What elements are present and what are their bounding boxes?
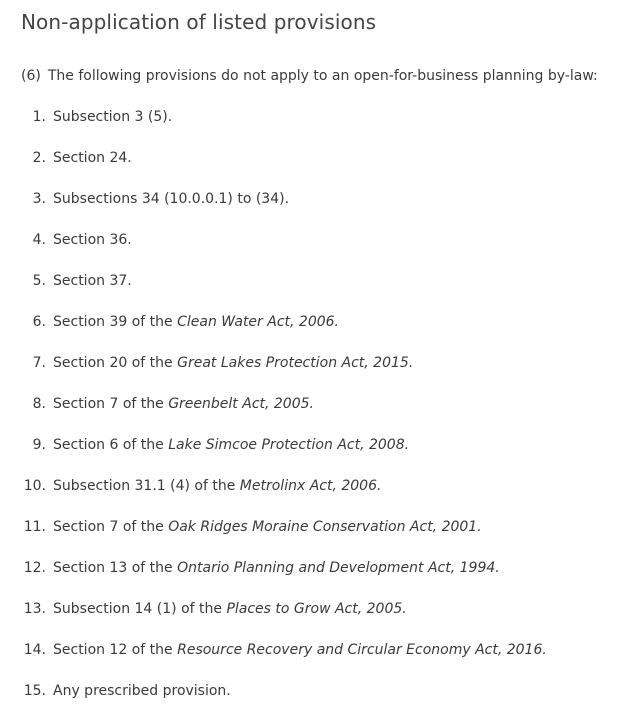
item-text: Section 20 of the Great Lakes Protection Act, 2015. bbox=[53, 355, 414, 371]
item-text: Subsection 3 (5). bbox=[53, 109, 173, 125]
item-text: Section 7 of the Oak Ridges Moraine Conservation Act, 2001. bbox=[53, 519, 482, 535]
item-text: Section 24. bbox=[53, 150, 132, 166]
item-number: 5. bbox=[32, 273, 46, 289]
item-number: 8. bbox=[32, 396, 46, 412]
item-text: Section 13 of the Ontario Planning and Development Act, 1994. bbox=[53, 560, 500, 576]
act-name: Clean Water Act, 2006. bbox=[177, 314, 339, 330]
item-text: Subsection 14 (1) of the Places to Grow Act, 2005. bbox=[53, 601, 407, 617]
item-text: Section 6 of the Lake Simcoe Protection Act, 2008. bbox=[53, 437, 410, 453]
item-number: 11. bbox=[23, 519, 46, 535]
item-text: Subsections 34 (10.0.0.1) to (34). bbox=[53, 191, 290, 207]
item-text: Section 37. bbox=[53, 273, 132, 289]
item-number: 2. bbox=[32, 150, 46, 166]
act-name: Oak Ridges Moraine Conservation Act, 2001. bbox=[168, 519, 482, 535]
item-number: 9. bbox=[32, 437, 46, 453]
act-name: Lake Simcoe Protection Act, 2008. bbox=[168, 437, 410, 453]
item-number: 14. bbox=[23, 642, 46, 658]
item-number: 13. bbox=[23, 601, 46, 617]
item-number: 3. bbox=[32, 191, 46, 207]
section-heading: Non-application of listed provisions bbox=[21, 10, 377, 34]
item-text: Section 7 of the Greenbelt Act, 2005. bbox=[53, 396, 314, 412]
act-name: Greenbelt Act, 2005. bbox=[168, 396, 314, 412]
item-number: 7. bbox=[32, 355, 46, 371]
item-text: Subsection 31.1 (4) of the Metrolinx Act, 2006. bbox=[53, 478, 382, 494]
item-text: Section 12 of the Resource Recovery and Circular Economy Act, 2016. bbox=[53, 642, 547, 658]
item-number: 10. bbox=[23, 478, 46, 494]
item-text: Any prescribed provision. bbox=[53, 683, 231, 699]
item-text: Section 39 of the Clean Water Act, 2006. bbox=[53, 314, 339, 330]
item-number: 4. bbox=[32, 232, 46, 248]
subsection-intro bbox=[21, 68, 598, 84]
item-text: Section 36. bbox=[53, 232, 132, 248]
item-number: 12. bbox=[23, 560, 46, 576]
act-name: Great Lakes Protection Act, 2015. bbox=[177, 355, 414, 371]
act-name: Places to Grow Act, 2005. bbox=[226, 601, 407, 617]
item-number: 6. bbox=[32, 314, 46, 330]
subsection-number: (6) bbox=[21, 68, 41, 84]
item-number: 15. bbox=[23, 683, 46, 699]
act-name: Resource Recovery and Circular Economy Act, 2016. bbox=[177, 642, 547, 658]
subsection-text: The following provisions do not apply to an open-for-business planning by-law: bbox=[47, 68, 598, 84]
item-number: 1. bbox=[32, 109, 46, 125]
act-name: Metrolinx Act, 2006. bbox=[239, 478, 382, 494]
act-name: Ontario Planning and Development Act, 1994. bbox=[177, 560, 500, 576]
